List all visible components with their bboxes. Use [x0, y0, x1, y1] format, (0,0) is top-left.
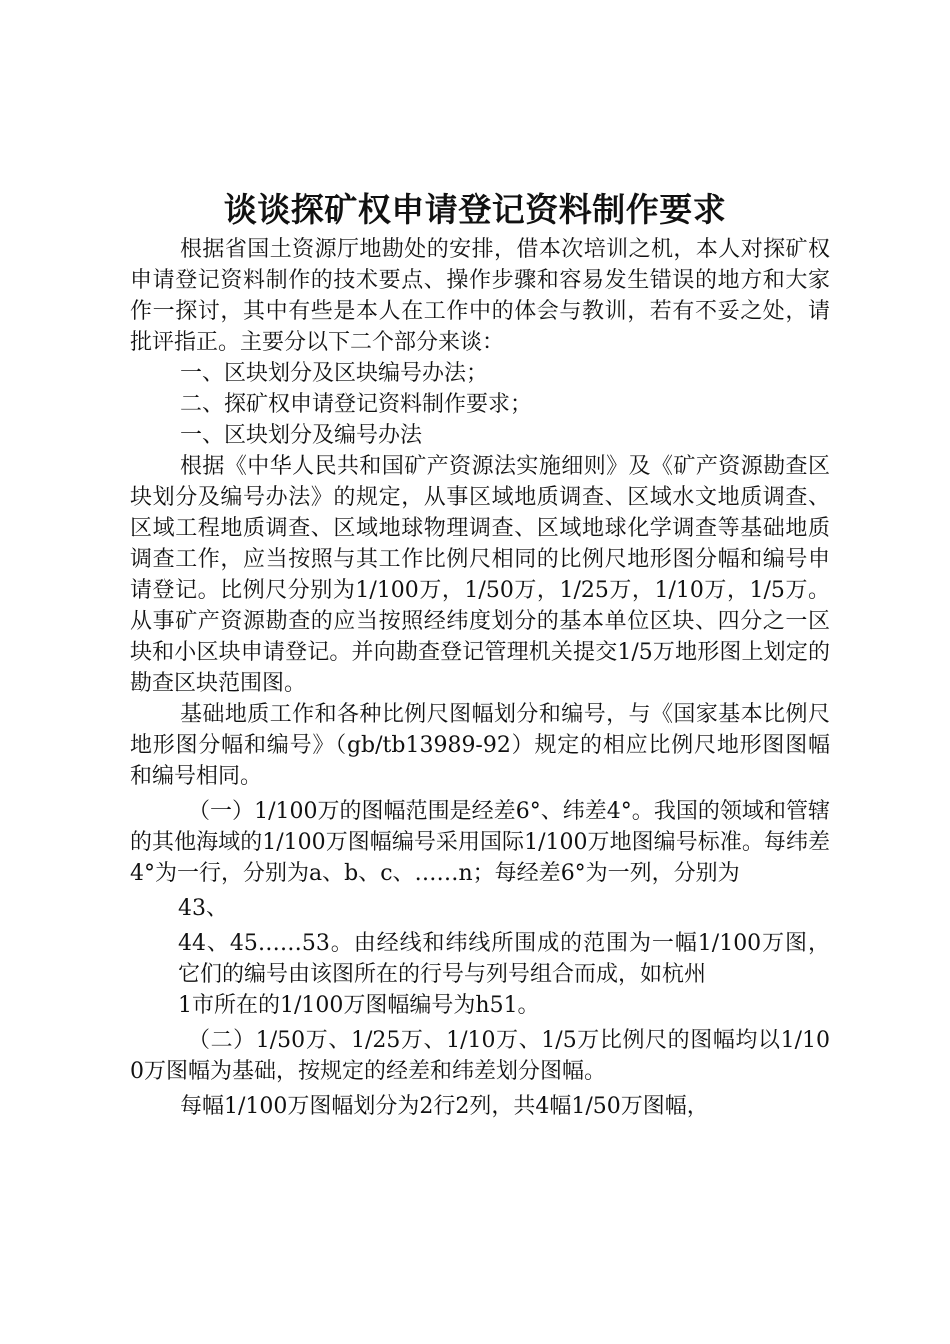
paragraph-division: 每幅1/100万图幅划分为2行2列，共4幅1/50万图幅，: [180, 1094, 709, 1119]
paragraph-outline-2: 二、探矿权申请登记资料制作要求；: [180, 392, 533, 417]
paragraph-outline-1: 一、区块划分及区块编号办法；: [180, 361, 489, 386]
paragraph-intro: 根据省国土资源厅地勘处的安排，借本次培训之机，本人对探矿权申请登记资料制作的技术要点、操作步骤和容易发生错误的地方和大家作一探讨，其中有些是本人在工作中的体会与教训，若有不妥之处，请批评指正。主要分以下二个部分来谈：: [130, 237, 830, 355]
paragraph-standard: 基础地质工作和各种比例尺图幅划分和编号，与《国家基本比例尺地形图分幅和编号》（gb/tb13989-92）规定的相应比例尺地形图图幅和编号相同。: [130, 702, 830, 789]
paragraph-scale-1m: （一）1/100万的图幅范围是经差6°、纬差4°。我国的领域和管辖的其他海域的1/100万图幅编号采用国际1/100万地图编号标准。每纬差4°为一行，分别为a、b、c、……n；每经差6°为一列，分别为: [130, 799, 830, 886]
paragraph-hangzhou: 1市所在的1/100万图幅编号为h51。: [178, 993, 540, 1018]
document-body: [130, 234, 830, 1122]
paragraph-column-range: 44、45……53。由经线和纬线所围成的范围为一幅1/100万图，它们的编号由该图所在的行号与列号组合而成，如杭州: [178, 931, 830, 987]
paragraph-column-start: 43、: [178, 896, 228, 921]
document-page: [130, 186, 830, 1122]
paragraph-scale-others: （二）1/50万、1/25万、1/10万、1/5万比例尺的图幅均以1/100万图幅为基础，按规定的经差和纬差划分图幅。: [130, 1028, 830, 1084]
section-heading: 一、区块划分及编号办法: [180, 423, 423, 448]
document-title: 谈谈探矿权申请登记资料制作要求: [223, 190, 727, 229]
paragraph-regulation: 根据《中华人民共和国矿产资源法实施细则》及《矿产资源勘查区块划分及编号办法》的规定，从事区域地质调查、区域水文地质调查、区域工程地质调查、区域地球物理调查、区域地球化学调查等基础地质调查工作，应当按照与其工作比例尺相同的比例尺地形图分幅和编号申请登记。比例尺分别为1/100万，1/50万，1/25万，1/10万，1/5万。从事矿产资源勘查的应当按照经纬度划分的基本单位区块、四分之一区块和小区块申请登记。并向勘查登记管理机关提交1/5万地形图上划定的勘查区块范围图。: [130, 454, 830, 696]
